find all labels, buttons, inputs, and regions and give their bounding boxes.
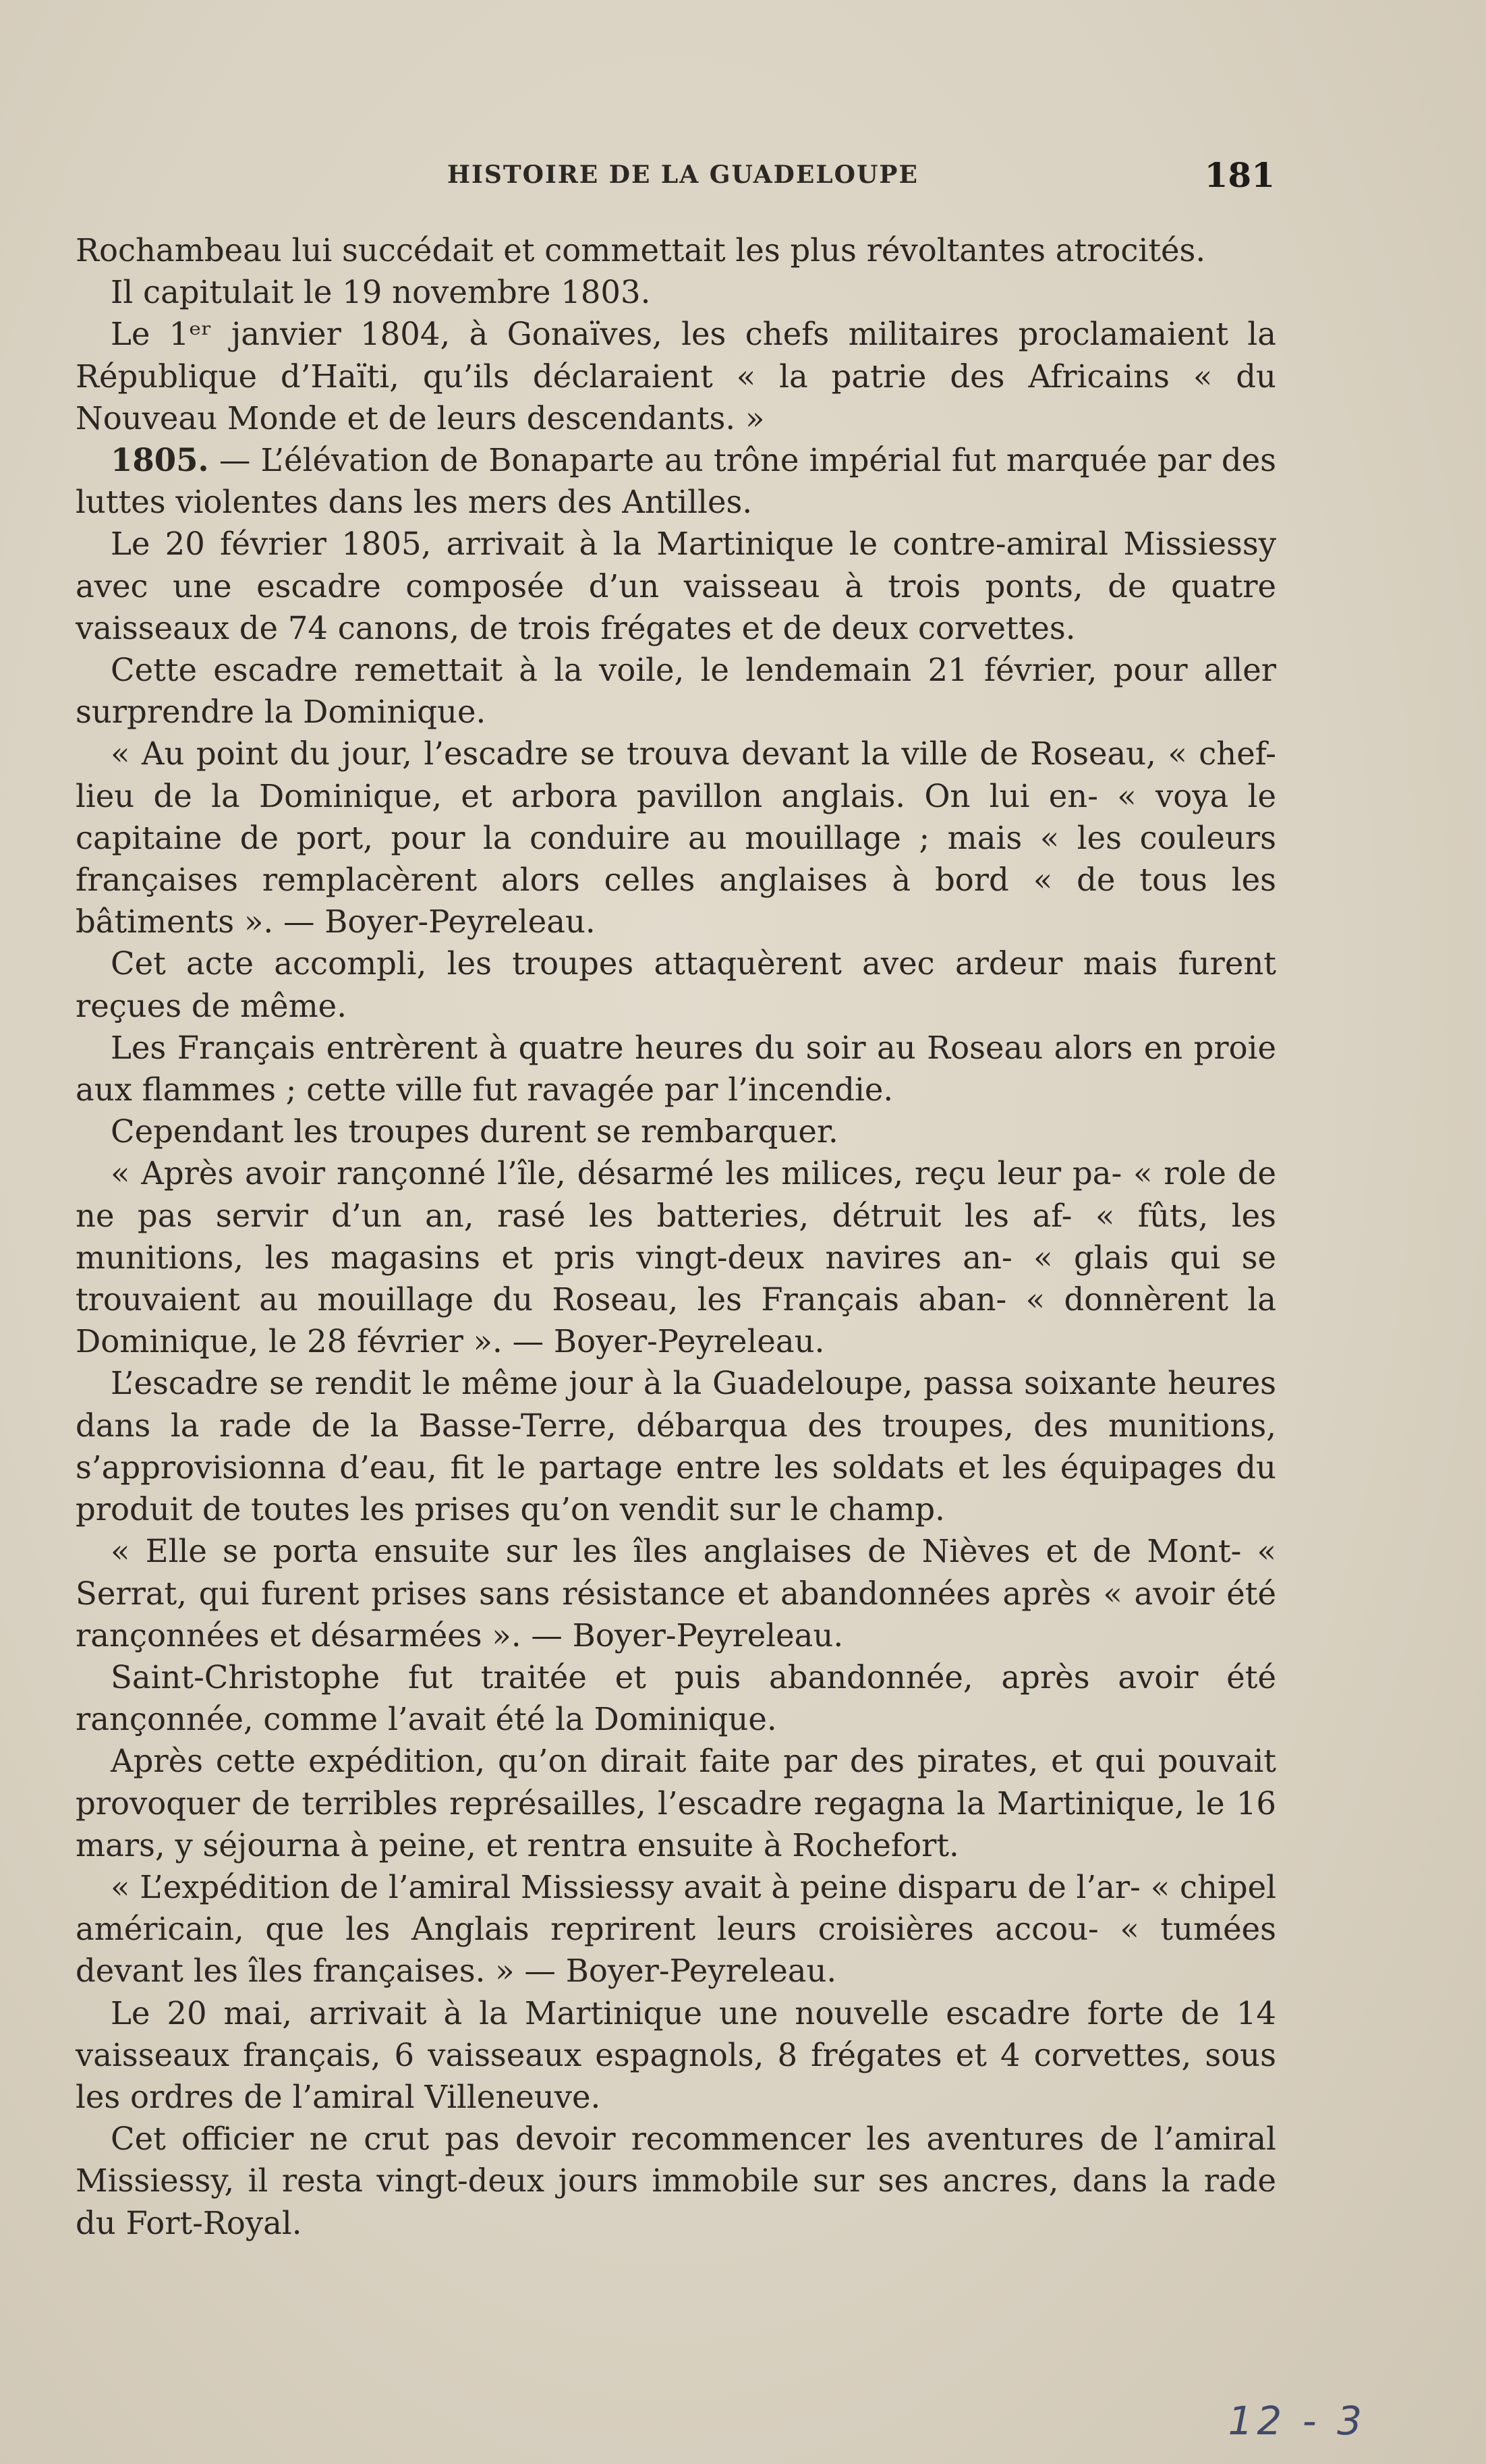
body-text (76, 229, 1276, 2244)
paragraph: Saint-Christophe fut traitée et puis abandonnée, après avoir été rançonnée, comme l’avait été la Dominique. (76, 1658, 1276, 1738)
page-number: 181 (1204, 155, 1275, 195)
handwritten-archive-mark: 12 - 3 (1228, 2398, 1366, 2444)
running-title: HISTOIRE DE LA GUADELOUPE (447, 161, 919, 189)
paragraph: Le 20 mai, arrivait à la Martinique une nouvelle escadre forte de 14 vaisseaux français, 6 vaisseaux espagnols, 8 frégates et 4 corvettes, sous les ordres de l’amiral Villeneuve. (76, 1994, 1276, 2115)
paragraph: Après cette expédition, qu’on dirait faite par des pirates, et qui pouvait provoquer de terribles représailles, l’escadre regagna la Martinique, le 16 mars, y séjourna à peine, et rentra ensuite à Rochefort. (76, 1743, 1276, 1864)
year-heading: 1805. (111, 441, 209, 479)
paragraph: Les Français entrèrent à quatre heures du soir au Roseau alors en proie aux flammes ; cette ville fut ravagée par l’incendie. (76, 1029, 1276, 1109)
quotation: « Au point du jour, l’escadre se trouva devant la ville de Roseau, « chef-lieu de la Dominique, et arbora pavillon anglais. On lui en- « voya le capitaine de port, pour la conduire au mouillage ; mais « les couleurs françaises remplacèrent alors celles anglaises à bord « de tous les bâtiments ». — Boyer-Peyreleau. (76, 735, 1276, 941)
quotation: « Après avoir rançonné l’île, désarmé les milices, reçu leur pa- « role de ne pas servir d’un an, rasé les batteries, détruit les af- « fûts, les munitions, les magasins et pris vingt-deux navires an- « glais qui se trouvaient au mouillage du Roseau, les Français aban- « donnèrent la Dominique, le 28 février ». — Boyer-Peyreleau. (76, 1155, 1276, 1360)
paragraph: Cet officier ne crut pas devoir recommencer les aventures de l’amiral Missiessy, il resta vingt-deux jours immobile sur ses ancres, dans la rade du Fort-Royal. (76, 2121, 1276, 2241)
quotation: « Elle se porta ensuite sur les îles anglaises de Nièves et de Mont- « Serrat, qui furent prises sans résistance et abandonnées après « avoir été rançonnées et désarmées ». — Boyer-Peyreleau. (76, 1533, 1276, 1654)
paragraph: Le 20 février 1805, arrivait à la Martinique le contre-amiral Missiessy avec une escadre composée d’un vaisseau à trois ponts, de quatre vaisseaux de 74 canons, de trois frégates et de deux corvettes. (76, 526, 1276, 646)
paragraph: Cependant les troupes durent se rembarquer. (111, 1113, 838, 1150)
paragraph: Il capitulait le 19 novembre 1803. (111, 274, 651, 311)
quotation: « L’expédition de l’amiral Missiessy avait à peine disparu de l’ar- « chipel américain, que les Anglais reprirent leurs croisières accou- « tumées devant les îles françaises. » — Boyer-Peyreleau. (76, 1868, 1276, 1990)
paragraph: Cette escadre remettait à la voile, le lendemain 21 février, pour aller surprendre la Dominique. (76, 652, 1276, 731)
page-header (78, 155, 1275, 201)
paragraph: Cet acte accompli, les troupes attaquèrent avec ardeur mais furent reçues de même. (76, 945, 1276, 1024)
paragraph: 1805. — L’élévation de Bonaparte au trône impérial fut marquée par des luttes violentes dans les mers des Antilles. (76, 441, 1276, 521)
paragraph: Le 1ᵉʳ janvier 1804, à Gonaïves, les chefs militaires proclamaient la République d’Haïti, qu’ils déclaraient « la patrie des Africains « du Nouveau Monde et de leurs descendants. » (76, 316, 1276, 437)
paragraph: L’escadre se rendit le même jour à la Guadeloupe, passa soixante heures dans la rade de la Basse-Terre, débarqua des troupes, des munitions, s’approvisionna d’eau, fit le partage entre les soldats et les équipages du produit de toutes les prises qu’on vendit sur le champ. (76, 1365, 1276, 1528)
paragraph: Rochambeau lui succédait et commettait les plus révoltantes atrocités. (76, 232, 1206, 269)
